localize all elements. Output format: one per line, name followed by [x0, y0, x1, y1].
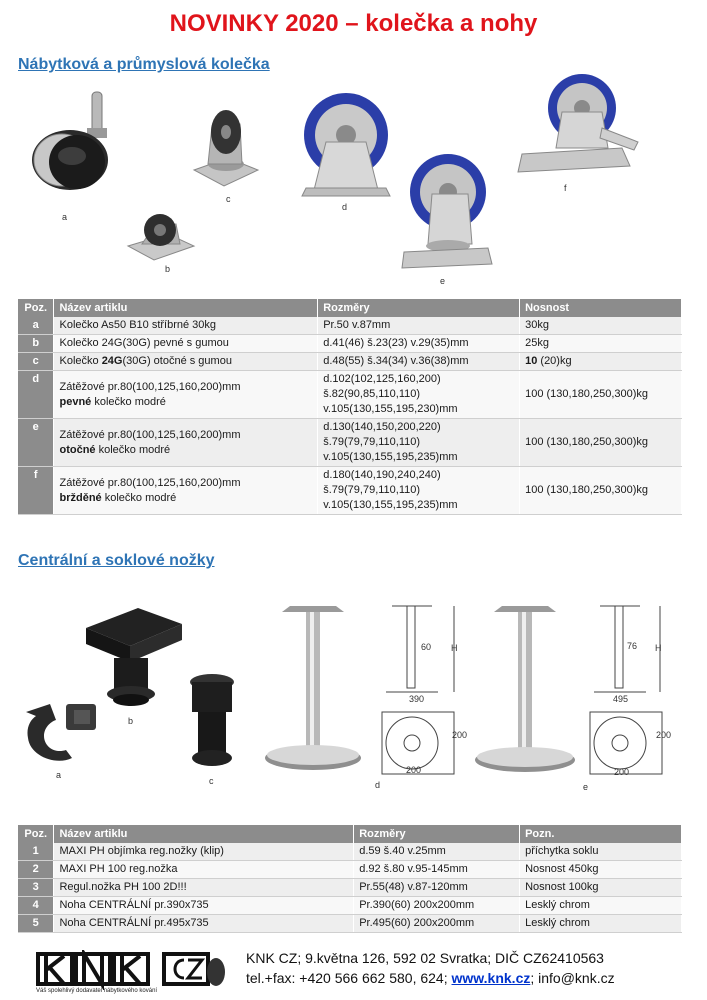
row-load: 100 (130,180,250,300)kg — [520, 371, 682, 419]
drawing-d-size2-label: 200 — [406, 765, 422, 775]
caption-b: b — [165, 264, 171, 274]
row-name: Zátěžové pr.80(100,125,160,200)mm pevné kolečko modré — [54, 371, 318, 419]
row-name: Kolečko 24G(30G) pevné s gumou — [54, 335, 318, 353]
table-row — [18, 353, 682, 371]
row-name: Noha CENTRÁLNÍ pr.495x735 — [54, 915, 354, 933]
footer-phone: tel.+fax: +420 566 662 580, 624; — [246, 970, 452, 986]
table-header-row — [18, 825, 682, 843]
caption-f: f — [564, 183, 567, 193]
row-load: 25kg — [520, 335, 682, 353]
row-dims: Pr.55(48) v.87-120mm — [354, 879, 520, 897]
row-note: Nosnost 450kg — [520, 861, 682, 879]
foot-c-image — [184, 672, 242, 772]
row-pos: 2 — [18, 861, 54, 879]
row-dims: d.180(140,190,240,240) š.79(79,79,110,110) v.105(130,155,195,235)mm — [318, 467, 520, 515]
caster-f-image — [512, 72, 642, 182]
header-note: Pozn. — [520, 825, 682, 843]
header-dims: Rozměry — [318, 299, 520, 317]
caster-a-image — [22, 88, 114, 200]
drawing-e-size1-label: 200 — [656, 730, 672, 740]
row-pos: f — [18, 467, 54, 515]
row-dims: d.59 š.40 v.25mm — [354, 843, 520, 861]
row-name: Zátěžové pr.80(100,125,160,200)mm bržděné kolečko modré — [54, 467, 318, 515]
wheels-table — [18, 299, 682, 515]
row-name: MAXI PH 100 reg.nožka — [54, 861, 354, 879]
caption-foot-e: e — [583, 782, 589, 792]
page-title: NOVINKY 2020 – kolečka a nohy — [169, 10, 538, 37]
row-pos: b — [18, 335, 54, 353]
caster-e-image — [398, 152, 494, 270]
table-header-row — [18, 299, 682, 317]
table-row — [18, 861, 682, 879]
row-pos: 5 — [18, 915, 54, 933]
row-note: Lesklý chrom — [520, 915, 682, 933]
logo-tagline: Váš spolehlivý dodavatel nábytkového kování — [36, 988, 158, 994]
caster-d-image — [300, 90, 392, 200]
header-name: Název artiklu — [54, 299, 318, 317]
header-pos: Poz. — [18, 299, 54, 317]
caption-foot-b: b — [128, 716, 134, 726]
table-row — [18, 915, 682, 933]
caption-d: d — [342, 202, 348, 212]
header-load: Nosnost — [520, 299, 682, 317]
row-load: 10 (20)kg — [520, 353, 682, 371]
row-name: Noha CENTRÁLNÍ pr.390x735 — [54, 897, 354, 915]
drawing-e-size2-label: 200 — [614, 767, 630, 777]
row-dims: d.92 š.80 v.95-145mm — [354, 861, 520, 879]
row-load: 100 (130,180,250,300)kg — [520, 467, 682, 515]
caption-c: c — [226, 194, 231, 204]
row-dims: d.102(102,125,160,200) š.82(90,85,110,110) v.105(130,155,195,230)mm — [318, 371, 520, 419]
section-heading-feet: Centrální a soklové nožky — [18, 552, 215, 569]
row-note: příchytka soklu — [520, 843, 682, 861]
row-pos: 4 — [18, 897, 54, 915]
caption-a: a — [62, 212, 68, 222]
footer-email: ; info@knk.cz — [530, 970, 615, 986]
caption-foot-a: a — [56, 770, 62, 780]
footer-contacts — [246, 970, 615, 986]
table-row — [18, 335, 682, 353]
row-name: Regul.nožka PH 100 2D!!! — [54, 879, 354, 897]
header-dims: Rozměry — [354, 825, 520, 843]
table-row — [18, 843, 682, 861]
row-pos: 3 — [18, 879, 54, 897]
caster-c-image — [192, 106, 260, 192]
row-dims: d.41(46) š.23(23) v.29(35)mm — [318, 335, 520, 353]
drawing-d-base-label: 390 — [409, 694, 425, 704]
footer-address: KNK CZ; 9.května 126, 592 02 Svratka; DIČ CZ62410563 — [246, 950, 604, 966]
foot-b-image — [78, 602, 186, 710]
row-pos: d — [18, 371, 54, 419]
section-heading-wheels: Nábytková a průmyslová kolečka — [18, 56, 270, 73]
row-load: 100 (130,180,250,300)kg — [520, 419, 682, 467]
drawing-d-size1-label: 200 — [452, 730, 468, 740]
row-dims: Pr.495(60) 200x200mm — [354, 915, 520, 933]
table-row — [18, 419, 682, 467]
caption-e: e — [440, 276, 446, 286]
row-dims: d.48(55) š.34(34) v.36(38)mm — [318, 353, 520, 371]
drawing-e-h-label: H — [655, 643, 662, 653]
row-name: MAXI PH objímka reg.nožky (klip) — [54, 843, 354, 861]
caption-foot-c: c — [209, 776, 214, 786]
feet-table — [18, 825, 682, 933]
table-row — [18, 897, 682, 915]
row-note: Lesklý chrom — [520, 897, 682, 915]
drawing-d-h-label: H — [451, 643, 458, 653]
table-row — [18, 371, 682, 419]
drawing-e-base-label: 495 — [613, 694, 629, 704]
caption-foot-d: d — [375, 780, 381, 790]
table-row — [18, 879, 682, 897]
row-name: Kolečko As50 B10 stříbrné 30kg — [54, 317, 318, 335]
drawing-e-height-label: 76 — [627, 641, 638, 651]
website-link[interactable]: www.knk.cz — [451, 970, 531, 986]
table-row — [18, 467, 682, 515]
row-name: Zátěžové pr.80(100,125,160,200)mm otočné kolečko modré — [54, 419, 318, 467]
row-pos: e — [18, 419, 54, 467]
header-name: Název artiklu — [54, 825, 354, 843]
row-pos: 1 — [18, 843, 54, 861]
caster-b-image — [124, 206, 196, 262]
table-row — [18, 317, 682, 335]
row-pos: a — [18, 317, 54, 335]
row-dims: d.130(140,150,200,220) š.79(79,79,110,110) v.105(130,155,195,235)mm — [318, 419, 520, 467]
row-dims: Pr.50 v.87mm — [318, 317, 520, 335]
row-load: 30kg — [520, 317, 682, 335]
leg-e-image — [474, 600, 670, 784]
leg-d-image — [262, 600, 467, 780]
row-dims: Pr.390(60) 200x200mm — [354, 897, 520, 915]
company-logo — [36, 950, 226, 990]
row-note: Nosnost 100kg — [520, 879, 682, 897]
row-name: Kolečko 24G(30G) otočné s gumou — [54, 353, 318, 371]
drawing-d-height-label: 60 — [421, 642, 432, 652]
header-pos: Poz. — [18, 825, 54, 843]
row-pos: c — [18, 353, 54, 371]
